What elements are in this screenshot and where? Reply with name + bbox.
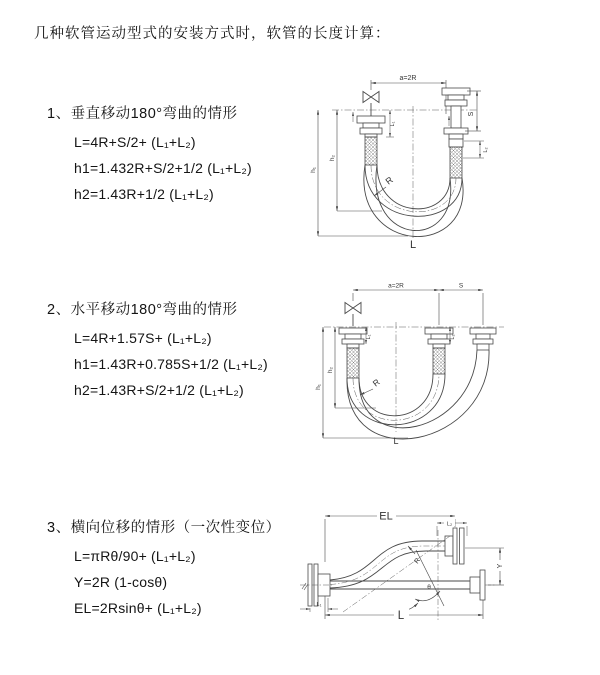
diagram-lateral-displacement [298, 500, 600, 650]
dimension-l2 [463, 141, 484, 158]
dim-label-y: Y [497, 563, 504, 569]
dim-label-h1: h₁ [315, 384, 322, 390]
section-3-heading: 3、横向位移的情形（一次性变位） [47, 520, 281, 536]
section-lateral-displacement [47, 521, 281, 627]
braided-hose-left [365, 137, 377, 165]
centerline-break-mark [302, 583, 308, 590]
section-2-heading: 2、水平移动180°弯曲的情形 [47, 302, 238, 318]
braided-hose-right [450, 147, 462, 178]
flange-middle [425, 328, 453, 348]
dim-label-h1: h₁ [310, 167, 317, 173]
dim-label-h2: h₂ [327, 366, 334, 374]
formula-h2: h2=1.43R+1/2 (L₁+L₂) [74, 186, 214, 202]
dim-label-a2r: a=2R [388, 282, 404, 290]
flange-left [357, 116, 385, 137]
formula-l: L=πRθ/90+ (L₁+L₂) [74, 548, 196, 564]
dim-label-l: L [393, 436, 399, 446]
flange-right-lower [444, 128, 468, 147]
angle-theta-arcs [397, 591, 440, 611]
dim-label-l2: L₂ [446, 521, 453, 528]
dim-label-l2: L₂ [450, 334, 456, 340]
hose-u-curves [347, 350, 489, 439]
formula-h1: h1=1.43R+0.785S+1/2 (L₁+L₂) [74, 356, 268, 372]
dimension-el [325, 516, 455, 562]
diagram-vertical-u-bend [310, 70, 550, 252]
valve-icon [363, 92, 379, 117]
dim-label-theta: θ [427, 584, 431, 591]
page-title: 几种软管运动型式的安装方式时，软管的长度计算： [34, 26, 391, 42]
flange-upper-right [445, 528, 464, 564]
section-vertical-movement [47, 107, 252, 213]
flange-right [470, 328, 496, 350]
dimension-a2r [353, 290, 483, 325]
formula-l: L=4R+S/2+ (L₁+L₂) [74, 134, 196, 150]
section-1-heading: 1、垂直移动180°弯曲的情形 [47, 106, 238, 122]
dim-label-r: R [383, 174, 395, 187]
dimension-a2r [371, 80, 446, 114]
dim-label-l: L [397, 610, 405, 622]
section-horizontal-movement [47, 303, 268, 409]
dimension-s [465, 91, 481, 131]
dim-label-el: EL [379, 510, 393, 523]
braided-hose-left [347, 348, 359, 378]
formula-l: L=4R+1.57S+ (L₁+L₂) [74, 330, 212, 346]
angle-leg-line [416, 550, 444, 606]
braided-hose-middle [433, 348, 445, 374]
dim-label-s: S [468, 111, 475, 117]
dim-label-l: L [409, 239, 417, 251]
diagram-horizontal-u-bend [308, 282, 520, 458]
dim-label-r: R [413, 557, 423, 566]
dim-label-l1: L₁ [316, 602, 322, 608]
valve-icon [345, 303, 361, 327]
formula-h1: h1=1.432R+S/2+1/2 (L₁+L₂) [74, 160, 252, 176]
inclined-centerline [343, 536, 450, 612]
dim-label-l1: L₁ [390, 121, 396, 127]
dim-label-h2: h₂ [329, 154, 336, 162]
flange-left [339, 328, 367, 348]
formula-h2: h2=1.43R+S/2+1/2 (L₁+L₂) [74, 382, 244, 398]
dim-label-a2r: a=2R [399, 75, 417, 82]
dim-label-r: R [370, 376, 382, 389]
dim-label-s: S [458, 282, 464, 290]
hose-u-curves [364, 165, 463, 237]
dimension-h1 [323, 327, 408, 438]
formula-el: EL=2Rsinθ+ (L₁+L₂) [74, 600, 202, 616]
formula-y: Y=2R (1-cosθ) [74, 574, 168, 590]
dim-label-l2: L₂ [483, 147, 489, 153]
radius-leader-line [360, 389, 373, 395]
flange-right [470, 570, 485, 600]
dim-label-l1: L₁ [366, 334, 372, 340]
